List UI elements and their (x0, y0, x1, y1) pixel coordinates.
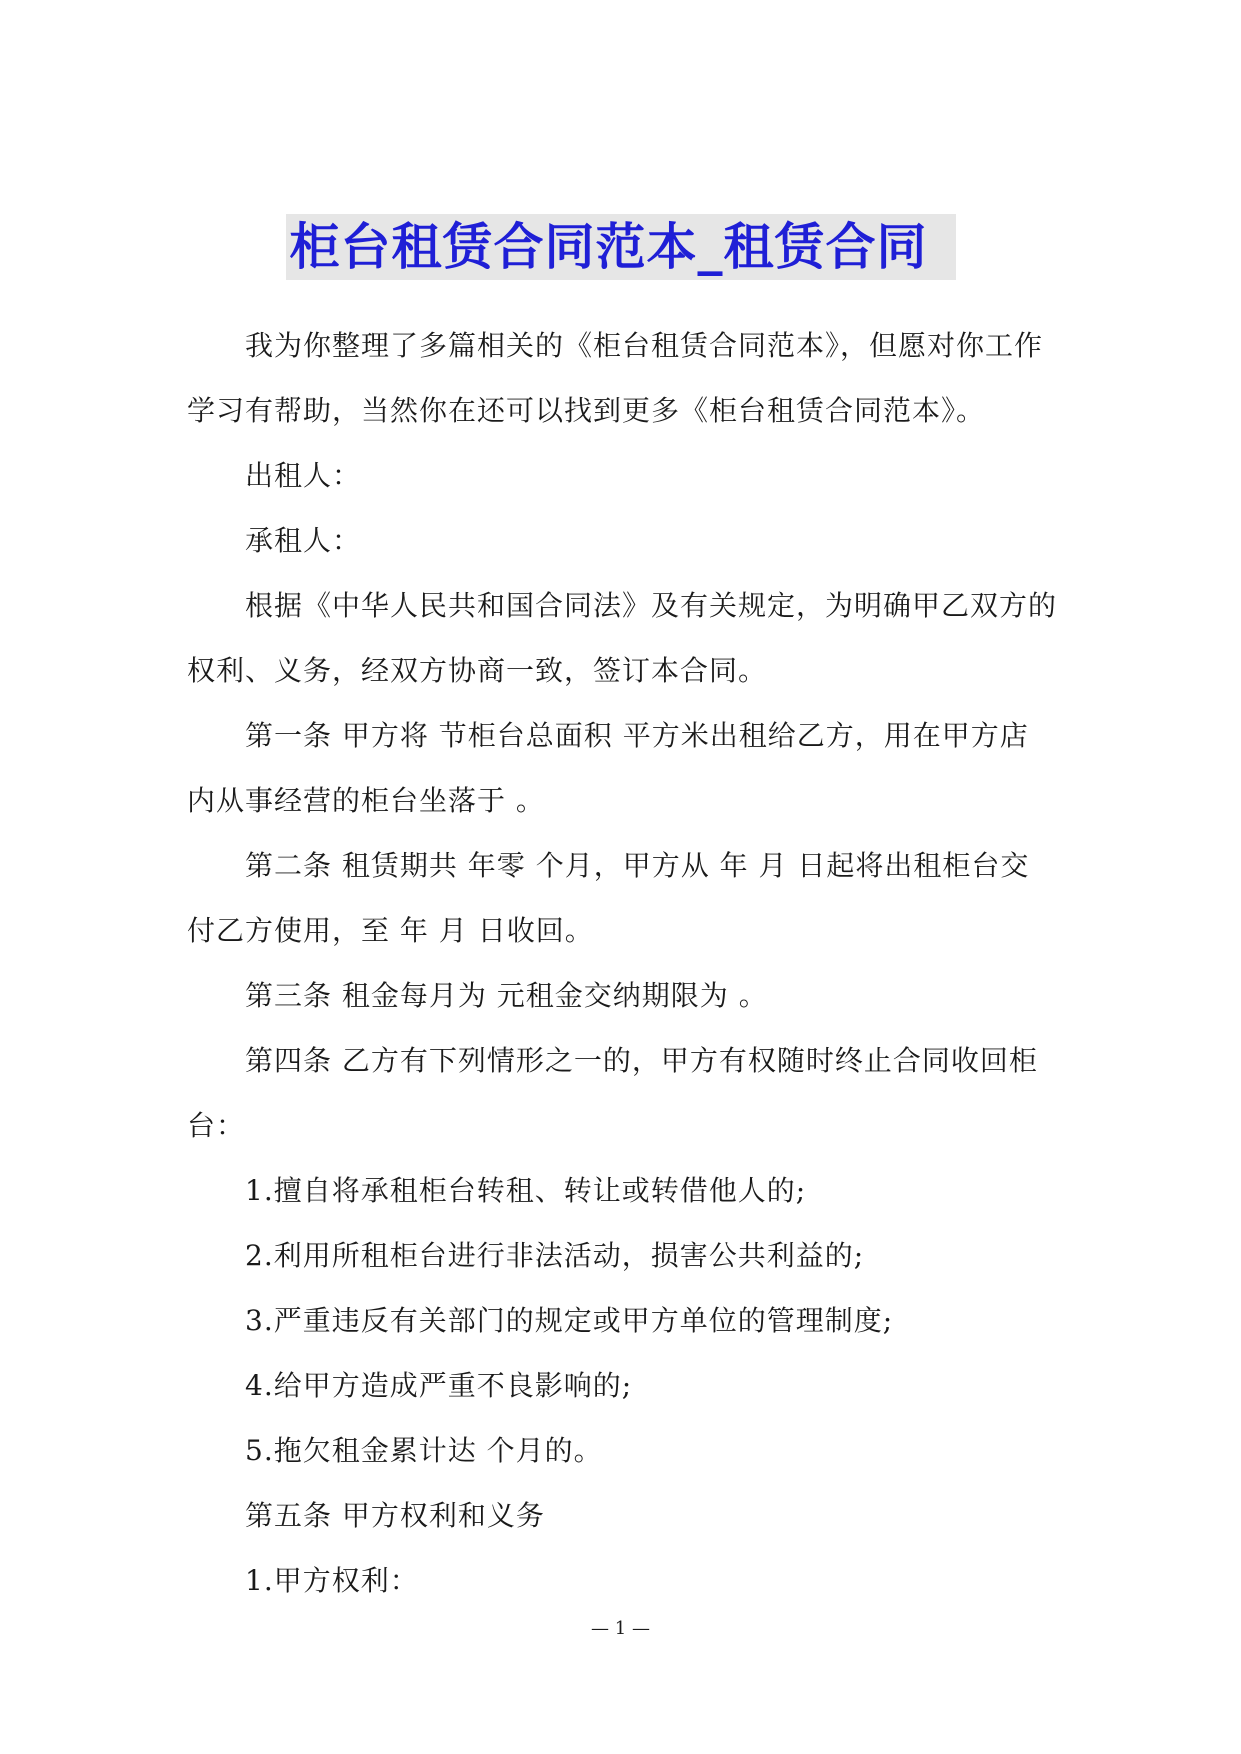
list-item: 1.擅自将承租柜台转租、转让或转借他人的; (245, 1174, 807, 1207)
page-number: — 1 — (591, 1618, 650, 1639)
paragraph-lessor: 出租人： (245, 459, 362, 492)
paragraph-article-4: 第四条 乙方有下列情形之一的，甲方有权随时终止合同收回柜台： (187, 1044, 1038, 1142)
list-item: 3.严重违反有关部门的规定或甲方单位的管理制度; (245, 1304, 894, 1337)
document-title: 柜台租赁合同范本_租赁合同 (286, 214, 956, 280)
list-item: 2.利用所租柜台进行非法活动，损害公共利益的; (245, 1239, 865, 1272)
paragraph-article-1: 第一条 甲方将 节柜台总面积 平方米出租给乙方，用在甲方店内从事经营的柜台坐落于 。 (187, 719, 1029, 817)
paragraph-intro: 我为你整理了多篇相关的《柜台租赁合同范本》，但愿对你工作学习有帮助，当然你在还可以找到更多《柜台租赁合同范本》。 (187, 329, 1044, 427)
list-item: 4.给甲方造成严重不良影响的; (245, 1369, 633, 1402)
document-body (187, 313, 1057, 1613)
paragraph-article-3: 第三条 租金每月为 元租金交纳期限为 。 (245, 979, 768, 1012)
list-item: 5.拖欠租金累计达 个月的。 (245, 1434, 603, 1467)
title-container (0, 214, 1241, 280)
paragraph-lessee: 承租人： (245, 524, 362, 557)
paragraph-basis: 根据《中华人民共和国合同法》及有关规定，为明确甲乙双方的权利、义务，经双方协商一致，签订本合同。 (187, 589, 1058, 687)
paragraph-article-5: 第五条 甲方权利和义务 (245, 1499, 545, 1532)
list-item: 1.甲方权利： (245, 1564, 419, 1597)
paragraph-article-2: 第二条 租赁期共 年零 个月，甲方从 年 月 日起将出租柜台交付乙方使用，至 年 月 日收回。 (187, 849, 1030, 947)
